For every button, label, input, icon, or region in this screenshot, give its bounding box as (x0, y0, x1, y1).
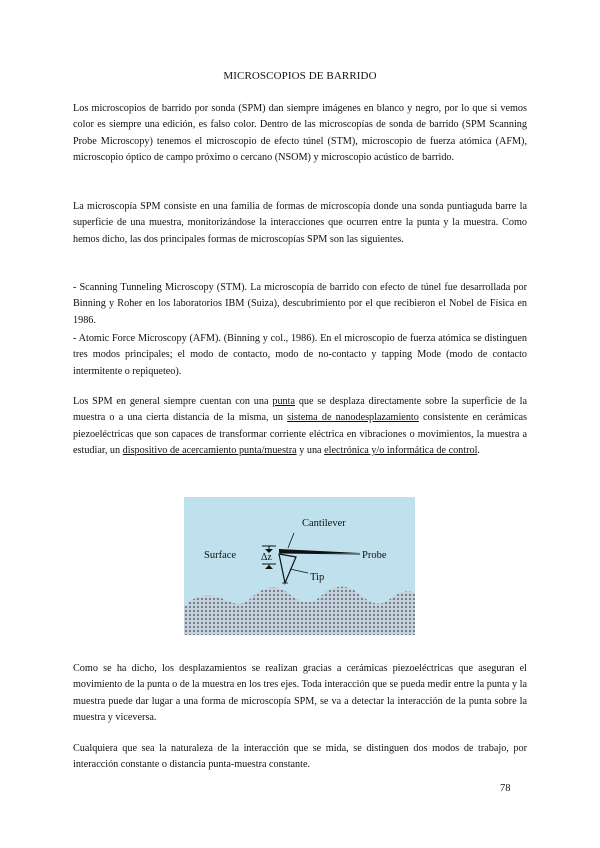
label-cantilever: Cantilever (302, 518, 346, 529)
paragraph-spm-components (73, 394, 527, 460)
afm-diagram-svg (184, 497, 415, 635)
label-surface: Surface (204, 550, 237, 561)
text-run: y una (296, 445, 325, 457)
label-delta-z: Δz (261, 552, 272, 563)
paragraph-piezo-displacement: Como se ha dicho, los desplazamientos se realizan gracias a cerámicas piezoeléctricas que aseguran el movimiento de la punta o de la muestra en los tres ejes. Toda interacción que se pueda medir entre la punta y la muestra puede dar lugar a una forma de microscopía SPM, se va a detectar la interacción de la punta sobre la muestra y viceversa. (73, 663, 527, 724)
paragraph-work-modes: Cualquiera que sea la naturaleza de la interacción que se mida, se distinguen dos modos de trabajo, por interacción constante o distancia punta-muestra constante. (73, 743, 527, 771)
label-probe: Probe (362, 550, 387, 561)
term-electronica-control: electrónica y/o informática de control (324, 445, 478, 457)
page-title: MICROSCOPIOS DE BARRIDO (223, 70, 377, 82)
term-dispositivo-acercamiento: dispositivo de acercamiento punta/muestra (122, 445, 297, 457)
term-punta: punta (272, 396, 295, 407)
paragraph-stm: - Scanning Tunneling Microscopy (STM). La microscopía de barrido con efecto de túnel fue desarrollada por Binning y Roher en los laboratorios IBM (Suiza), descubrimiento por el que recibieron el Nobel de Física en 1986. (73, 282, 527, 326)
page-number: 78 (500, 783, 511, 794)
term-nanodesplazamiento: sistema de nanodesplazamiento (287, 412, 419, 424)
text-run: consistente en cerámicas piezoeléctricas que son capaces de transformar corriente eléctrica en vibraciones o movimientos, la muestra a estudiar, un (73, 412, 527, 457)
text-run: que se desplaza directamente sobre la superficie de la muestra o a una cierta distancia de la misma, un (73, 396, 528, 424)
paragraph-spm-definition: La microscopía SPM consiste en una familia de formas de microscopía donde una sonda puntiaguda barre la superficie de una muestra, monitorizándose la interacciones que ocurren entre la punta y la muestra. Como hemos dicho, las dos principales formas de microscopías SPM son las siguientes. (73, 201, 527, 245)
label-tip: Tip (310, 572, 325, 583)
paragraph-afm: - Atomic Force Microscopy (AFM). (Binning y col., 1986). En el microscopio de fuerza atómica se distinguen tres modos principales; el modo de contacto, modo de no-contacto y tapping Mode (modo de contacto intermitente o repiqueteo). (73, 333, 527, 377)
text-run: . (477, 445, 480, 457)
text-run: Los SPM en general siempre cuentan con una (73, 396, 273, 407)
paragraph-intro: Los microscopios de barrido por sonda (SPM) dan siempre imágenes en blanco y negro, por lo que si vemos color es siempre una edición, es falso color. Dentro de las microscopías de sonda de barrido (SPM Scanning Probe Microscopy) tenemos el microscopio de efecto túnel (STM), microscopio de fuerza atómica (AFM), microscopio óptico de campo próximo o cercano (NSOM) y microscopio acústico de barrido. (73, 103, 527, 164)
afm-diagram (184, 497, 415, 635)
